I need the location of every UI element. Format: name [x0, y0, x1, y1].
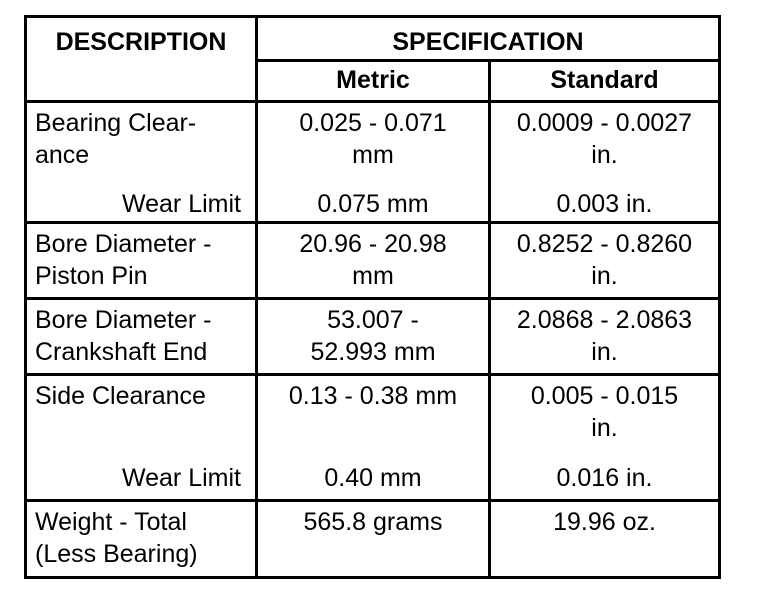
row-metric-value: 20.96 - 20.98 mm	[299, 230, 447, 291]
row-metric-value: 0.13 - 0.38 mm	[288, 381, 458, 410]
row-description: Wear Limit	[26, 458, 257, 501]
row-description: Side Clearance	[35, 381, 206, 410]
specification-table	[24, 15, 721, 579]
table-row	[26, 223, 720, 299]
row-metric-value: 53.007 - 52.993 mm	[310, 305, 436, 366]
standard-header: Standard	[489, 60, 719, 101]
table-row	[26, 101, 720, 178]
table-row	[26, 298, 720, 374]
specification-header: SPECIFICATION	[256, 17, 719, 61]
row-description: Weight - Total (Less Bearing)	[35, 508, 198, 569]
row-metric-value: 565.8 grams	[303, 508, 443, 537]
row-standard-value: 0.016 in.	[489, 458, 719, 501]
row-standard-value: 0.8252 - 0.8260 in.	[516, 230, 693, 291]
row-description: Bore Diameter - Piston Pin	[35, 230, 212, 291]
row-description: Bore Diameter - Crankshaft End	[35, 305, 212, 366]
row-description: Wear Limit	[26, 178, 257, 223]
row-standard-value: 0.003 in.	[489, 178, 719, 223]
row-standard-value: 19.96 oz.	[553, 508, 656, 537]
table-row	[26, 458, 720, 501]
table-row	[26, 178, 720, 223]
row-metric-value: 0.075 mm	[256, 178, 489, 223]
row-standard-value: 2.0868 - 2.0863 in.	[516, 305, 693, 366]
metric-header: Metric	[256, 60, 489, 101]
row-description: Bearing Clear- ance	[35, 108, 197, 169]
row-standard-value: 0.005 - 0.015 in.	[530, 381, 679, 442]
row-standard-value: 0.0009 - 0.0027 in.	[516, 108, 693, 169]
table-row	[26, 374, 720, 458]
row-metric-value: 0.025 - 0.071 mm	[299, 108, 447, 169]
table-row	[26, 501, 720, 578]
row-metric-value: 0.40 mm	[256, 458, 489, 501]
description-header: DESCRIPTION	[26, 17, 257, 102]
